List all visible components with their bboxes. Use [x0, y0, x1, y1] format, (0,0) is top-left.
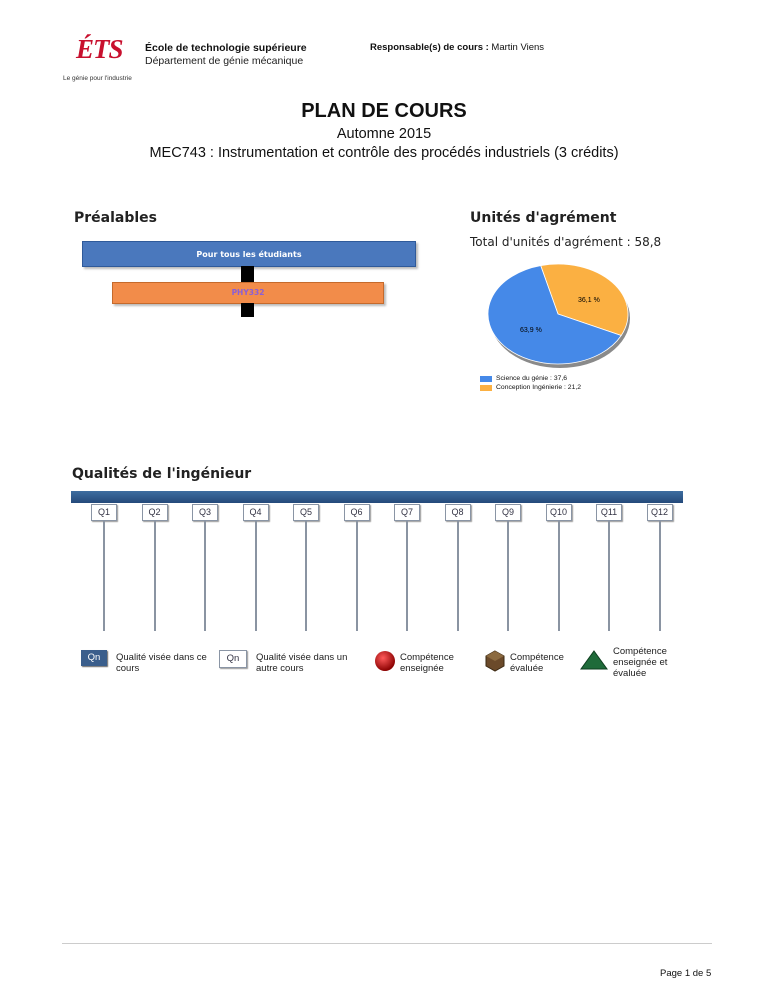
logo-tagline: Le génie pour l'industrie	[63, 75, 132, 82]
quality-line-q3	[204, 521, 206, 631]
prerequisites-heading: Préalables	[74, 210, 158, 226]
accreditation-heading: Unités d'agrément	[470, 210, 617, 226]
quality-box-q4[interactable]: Q4	[243, 504, 269, 521]
quality-line-q11	[608, 521, 610, 631]
green-triangle-icon	[580, 650, 608, 670]
quality-box-q1[interactable]: Q1	[91, 504, 117, 521]
prereq-connector-bottom	[241, 303, 254, 317]
quality-box-q5[interactable]: Q5	[293, 504, 319, 521]
brown-hexagon-icon	[484, 650, 506, 672]
quality-box-q9[interactable]: Q9	[495, 504, 521, 521]
quality-box-q12[interactable]: Q12	[647, 504, 673, 521]
quality-box-q8[interactable]: Q8	[445, 504, 471, 521]
pie-label-science: 63,9 %	[520, 327, 542, 334]
pie-label-conception: 36,1 %	[578, 297, 600, 304]
legend-label-science: Science du génie : 37,6	[496, 375, 568, 382]
legend-swatch-conception	[480, 385, 492, 391]
quality-box-q10[interactable]: Q10	[546, 504, 572, 521]
quality-line-q7	[406, 521, 408, 631]
quality-line-q2	[154, 521, 156, 631]
legend-other-course-text: Qualité visée dans un autre cours	[256, 652, 348, 674]
quality-box-q11[interactable]: Q11	[596, 504, 622, 521]
course-term: Automne 2015	[336, 126, 432, 142]
course-title: MEC743 : Instrumentation et contrôle des procédés industriels (3 crédits)	[149, 145, 619, 161]
responsable-label: Responsable(s) de cours :	[370, 42, 489, 53]
quality-line-q8	[457, 521, 459, 631]
quality-line-q9	[507, 521, 509, 631]
quality-line-q4	[255, 521, 257, 631]
legend-swatch-science	[480, 376, 492, 382]
pie-legend	[480, 374, 581, 392]
prereq-group-box: Pour tous les étudiants	[82, 241, 416, 267]
quality-line-q6	[356, 521, 358, 631]
qualities-bar	[71, 491, 683, 503]
legend-row-conception	[480, 383, 581, 392]
quality-box-q7[interactable]: Q7	[394, 504, 420, 521]
page-title: PLAN DE COURS	[301, 100, 467, 122]
quality-line-q5	[305, 521, 307, 631]
pie-svg	[482, 258, 642, 370]
department-name: Département de génie mécanique	[145, 55, 304, 67]
prereq-connector-top	[241, 266, 254, 282]
quality-line-q12	[659, 521, 661, 631]
responsable-line	[370, 42, 544, 53]
red-circle-icon	[374, 650, 396, 672]
legend-qn-other-course-icon: Qn	[219, 650, 247, 668]
qualities-heading: Qualités de l'ingénieur	[72, 466, 252, 482]
legend-in-course-text: Qualité visée dans ce cours	[116, 652, 207, 674]
legend-taught-text: Compétence enseignée	[400, 652, 454, 674]
legend-row-science	[480, 374, 581, 383]
legend-qn-in-course-icon: Qn	[81, 650, 107, 666]
quality-box-q2[interactable]: Q2	[142, 504, 168, 521]
accreditation-pie-chart	[482, 258, 642, 375]
page-number: Page 1 de 5	[660, 968, 712, 979]
legend-evaluated-text: Compétence évaluée	[510, 652, 564, 674]
legend-taught-evaluated-text: Compétence enseignée et évaluée	[613, 646, 668, 679]
accreditation-total: Total d'unités d'agrément : 58,8	[470, 235, 662, 249]
quality-line-q10	[558, 521, 560, 631]
responsable-name: Martin Viens	[491, 42, 545, 53]
legend-label-conception: Conception Ingénierie : 21,2	[496, 384, 582, 391]
quality-line-q1	[103, 521, 105, 631]
school-name: École de technologie supérieure	[145, 42, 307, 54]
footer-divider	[62, 943, 712, 944]
logo-text: ÉTS	[76, 34, 123, 64]
quality-box-q3[interactable]: Q3	[192, 504, 218, 521]
quality-box-q6[interactable]: Q6	[344, 504, 370, 521]
prereq-course-box[interactable]: PHY332	[112, 282, 384, 304]
